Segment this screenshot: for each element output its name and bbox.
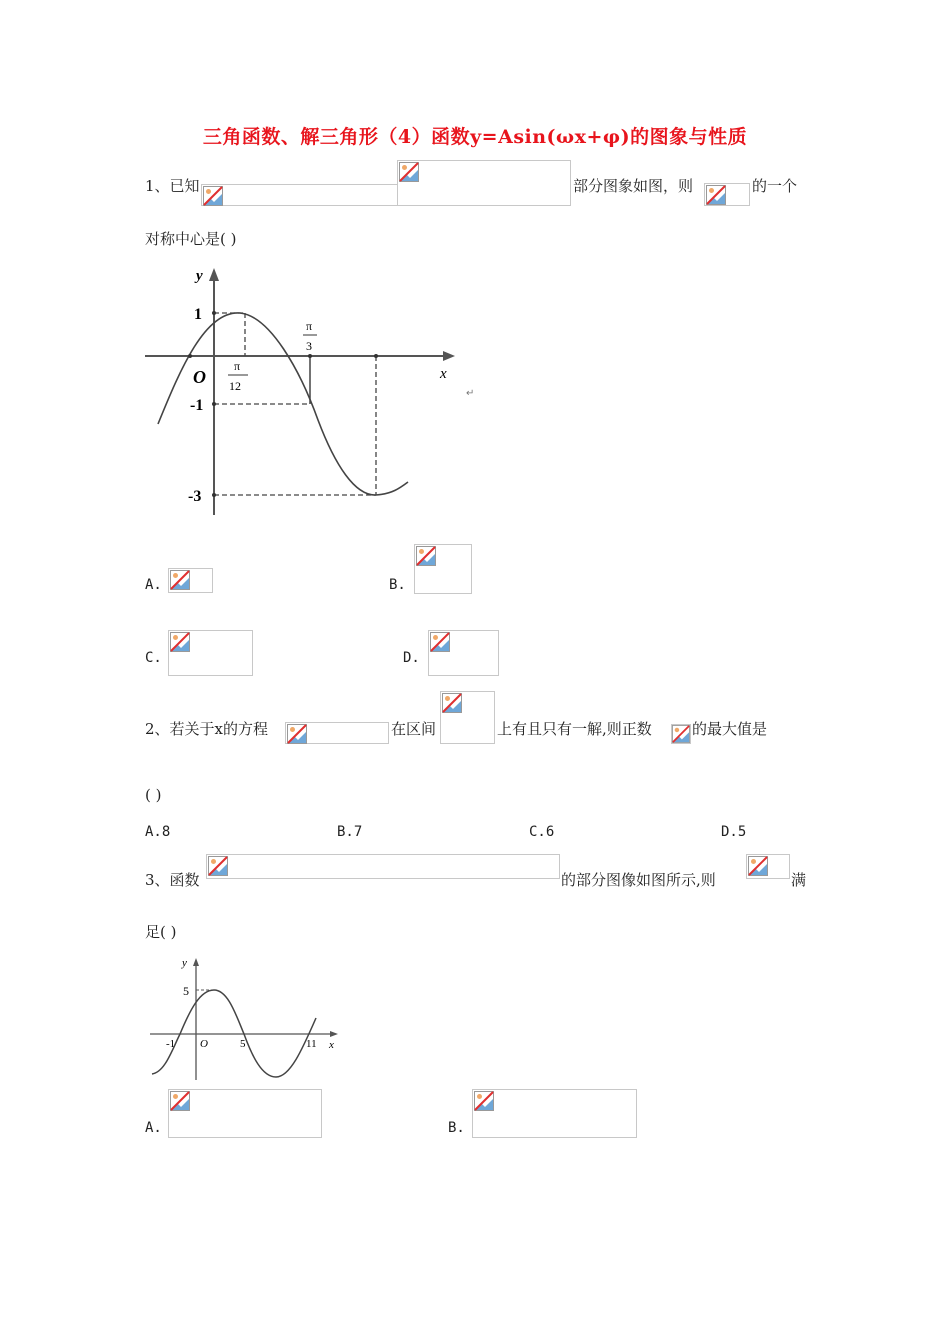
q1-ytick-neg1: -1 [190, 397, 204, 414]
q1-option-b-label: B. [389, 577, 406, 593]
q1-formula-image-1 [201, 184, 398, 206]
q1-formula-image-3 [704, 183, 750, 206]
q1-xtick2-den: 3 [306, 339, 312, 353]
broken-image-icon [748, 856, 768, 876]
q1-option-a-image[interactable] [168, 568, 213, 593]
q3-x-arrow [330, 1031, 338, 1037]
q1-ytick-1: 1 [194, 306, 202, 323]
broken-image-icon [399, 162, 419, 182]
q3-text-3: 满 [791, 871, 807, 889]
q1-option-a-label: A. [145, 577, 162, 593]
q1-text-2: 部分图象如图，则 [573, 177, 694, 195]
q2-text-2: 在区间 [391, 720, 437, 738]
q1-y-label: y [196, 268, 203, 284]
q1-y-arrow [209, 268, 219, 281]
q1-x-label: x [440, 366, 447, 382]
broken-image-icon [170, 570, 190, 590]
q2-option-a[interactable]: A.8 [145, 824, 171, 840]
q1-option-c-image[interactable] [168, 630, 253, 676]
q2-option-c[interactable]: C.6 [529, 824, 555, 840]
q1-point [212, 311, 216, 315]
q3-xtick-11: 11 [306, 1038, 317, 1050]
broken-image-icon [170, 632, 190, 652]
q2-text-4: 的最大值是 [692, 720, 768, 738]
q3-ytick-5: 5 [183, 984, 189, 998]
q3-y-arrow [193, 958, 199, 966]
broken-image-icon [672, 725, 690, 743]
broken-image-icon [203, 186, 223, 206]
q1-xtick1-num: π [234, 359, 241, 373]
q1-point [308, 354, 312, 358]
q2-text-3: 上有且只有一解,则正数 [497, 720, 652, 738]
q3-formula-image-1 [206, 854, 560, 879]
q1-point [212, 493, 216, 497]
q1-xtick2-num: π [306, 319, 313, 333]
q1-option-d-image[interactable] [428, 630, 499, 676]
broken-image-icon [430, 632, 450, 652]
q2-option-d[interactable]: D.5 [721, 824, 747, 840]
q3-text-4: 足( ) [145, 923, 177, 941]
q3-xtick-5: 5 [240, 1038, 246, 1050]
broken-image-icon [474, 1091, 494, 1111]
q1-graph [140, 262, 480, 522]
q1-point [212, 402, 216, 406]
q3-origin-label: O [200, 1038, 208, 1050]
q2-text-1: 2、若关于x的方程 [145, 720, 269, 738]
q3-option-b-label: B. [448, 1120, 465, 1136]
q2-formula-image-2 [440, 691, 495, 744]
broken-image-icon [706, 185, 726, 205]
broken-image-icon [442, 693, 462, 713]
q1-guides [214, 313, 376, 495]
q3-y-label: y [182, 957, 187, 969]
q3-xtick-neg1: -1 [166, 1038, 176, 1050]
broken-image-icon [416, 546, 436, 566]
q1-origin-label: O [193, 367, 206, 387]
return-mark-icon: ↵ [466, 388, 475, 399]
q1-x-arrow [443, 351, 455, 361]
q3-option-a-label: A. [145, 1120, 162, 1136]
q1-point [188, 354, 192, 358]
q2-option-b[interactable]: B.7 [337, 824, 363, 840]
q1-point [374, 354, 378, 358]
q2-answer-paren: ( ) [145, 786, 162, 804]
broken-image-icon [287, 724, 307, 744]
q1-option-b-image[interactable] [414, 544, 472, 594]
q3-graph [145, 952, 345, 1084]
q1-ytick-neg3: -3 [188, 488, 202, 505]
q1-text-4: 对称中心是( ) [145, 230, 237, 248]
q3-x-label: x [329, 1039, 334, 1051]
broken-image-icon [208, 856, 228, 876]
q1-text-3: 的一个 [752, 177, 798, 195]
q3-formula-image-2 [746, 854, 790, 879]
q1-formula-image-2 [397, 160, 571, 206]
q2-formula-image-1 [285, 722, 389, 744]
q1-xtick1-den: 12 [229, 379, 241, 393]
q2-formula-image-3 [671, 724, 691, 744]
q3-text-1: 3、函数 [145, 871, 200, 889]
broken-image-icon [170, 1091, 190, 1111]
q1-option-c-label: C. [145, 650, 162, 666]
q3-option-a-image[interactable] [168, 1089, 322, 1138]
q3-option-b-image[interactable] [472, 1089, 637, 1138]
q1-text-1: 1、已知 [145, 177, 200, 195]
q3-text-2: 的部分图像如图所示,则 [561, 871, 716, 889]
q1-option-d-label: D. [403, 650, 420, 666]
page-title: 三角函数、解三角形（4）函数y=Asin(ωx+φ)的图象与性质 [202, 126, 748, 148]
